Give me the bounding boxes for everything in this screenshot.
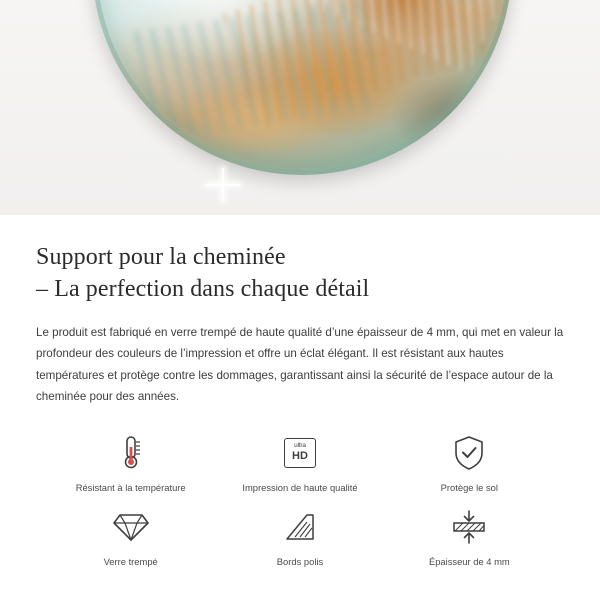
feature-item-polished-edges <box>215 504 384 568</box>
ultra-hd-icon <box>284 430 316 476</box>
page-title <box>36 241 564 306</box>
round-glass-panel <box>92 0 512 175</box>
content-section <box>0 215 600 568</box>
diamond-icon <box>112 504 150 550</box>
feature-label: Résistant à la température <box>75 481 186 493</box>
feature-item-thickness <box>385 504 554 568</box>
ultra-hd-bottom-text: HD <box>292 449 308 462</box>
feature-label: Protège le sol <box>440 481 498 493</box>
feature-item-temperature <box>46 430 215 494</box>
feature-item-tempered-glass <box>46 504 215 568</box>
feature-label: Impression de haute qualité <box>242 481 358 493</box>
shield-check-icon <box>452 430 486 476</box>
feature-item-floor-protection <box>385 430 554 494</box>
feature-item-print-quality <box>215 430 384 494</box>
headline-line-1: Support pour la cheminée <box>36 244 286 270</box>
feature-grid <box>36 430 564 568</box>
thickness-arrows-icon <box>449 504 489 550</box>
feature-label: Épaisseur de 4 mm <box>428 555 510 567</box>
ultra-hd-top-text: ultra <box>294 442 306 450</box>
feature-label: Verre trempé <box>103 555 158 567</box>
headline-line-2: – La perfection dans chaque détail <box>36 276 370 303</box>
description-paragraph: Le produit est fabriqué en verre trempé de haute qualité d’une épaisseur de 4 mm, qui met en valeur la profondeur des couleurs de l’impression et offre un éclat élégant. Il est résistant aux hautes températures et protège contre les dommages, garantissant ainsi la sécurité de l’espace autour de la cheminée pour des années. <box>36 325 564 404</box>
hero-image <box>0 0 600 215</box>
polished-edges-icon <box>283 504 317 550</box>
feature-label: Bords polis <box>276 555 324 567</box>
thermometer-icon <box>114 430 148 476</box>
